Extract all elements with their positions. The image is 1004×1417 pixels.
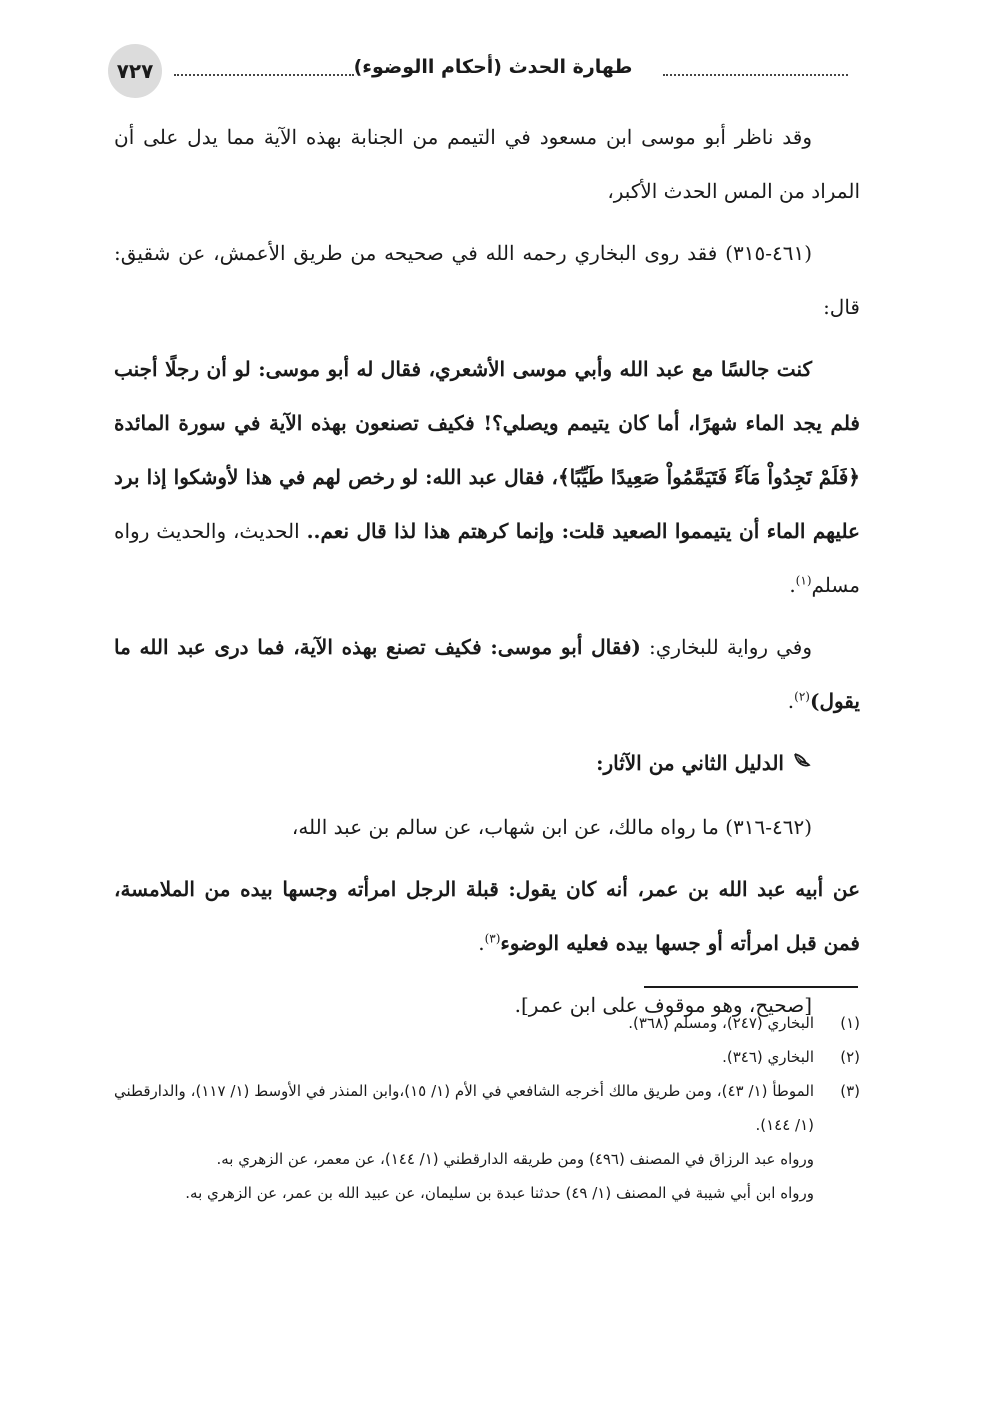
narration-quote: (فقال أبو موسى: فكيف تصنع بهذه الآية، فما درى عبد الله ما يقول)	[114, 635, 860, 713]
running-title: طهارة الحدث (أحكام االوضوء)	[353, 56, 633, 78]
page-header	[108, 44, 848, 100]
footnote-3	[114, 1074, 860, 1142]
section-heading	[114, 736, 860, 792]
section-heading-text: الدليل الثاني من الآثار:	[596, 751, 784, 775]
footnote-text: البخاري (٢٤٧)، ومسلم (٣٦٨).	[628, 1014, 814, 1032]
footnote-ref-1[interactable]: (١)	[795, 573, 812, 588]
footnote-ref-2[interactable]: (٢)	[794, 689, 810, 704]
paragraph-hadith-461: (٤٦١-٣١٥) فقد روى البخاري رحمه الله في صحيحه من طريق الأعمش، عن شقيق: قال:	[114, 241, 860, 319]
footnotes	[114, 1006, 860, 1210]
narration-intro: وفي رواية للبخاري:	[640, 635, 812, 659]
footnote-number: (٢)	[840, 1048, 860, 1066]
hadith-source: الحديث، والحديث رواه مسلم	[114, 519, 860, 597]
footnote-1	[114, 1006, 860, 1040]
paragraph-hadith-462: (٤٦٢-٣١٦) ما رواه مالك، عن ابن شهاب، عن سالم بن عبد الله،	[291, 815, 812, 839]
footnote-text: الموطأ (١/ ٤٣)، ومن طريق مالك أخرجه الشافعي في الأم (١/ ١٥)،وابن المنذر في الأوسط (١/ ١١٧)، والدارقطني (١/ ١٤٤).	[114, 1082, 815, 1134]
period: .	[787, 689, 795, 713]
footnote-text: البخاري (٣٤٦).	[722, 1048, 814, 1066]
hadith-text-part-1: كنت جالسًا مع عبد الله وأبي موسى الأشعري، فقال له أبو موسى: لو أن رجلًا أجنب فلم يجد الماء شهرًا، أما كان يتيمم ويصلي؟! فكيف تصنعون بهذه الآية في سورة المائدة	[114, 357, 860, 435]
quran-verse: ﴿فَلَمْ تَجِدُواْ مَآءً فَتَيَمَّمُواْ صَعِيدًا طَيِّبًا﴾	[557, 465, 861, 489]
header-dotted-rule-right	[663, 74, 848, 76]
footnote-3-continuation-2: ورواه ابن أبي شيبة في المصنف (١/ ٤٩) حدثنا عبدة بن سليمان، عن عبيد الله بن عمر، عن الزهري به.	[185, 1184, 814, 1202]
footnote-3-continuation-1: ورواه عبد الرزاق في المصنف (٤٩٦) ومن طريقه الدارقطني (١/ ١٤٤)، عن معمر، عن الزهري به.	[216, 1150, 814, 1168]
footnote-number: (١)	[840, 1014, 860, 1032]
paragraph-hadith-text	[114, 342, 860, 612]
period: .	[789, 573, 796, 597]
period: .	[478, 931, 485, 955]
paragraph-athar-text	[114, 862, 860, 970]
footnote-2	[114, 1040, 860, 1074]
page-number: ٧٢٧	[108, 44, 162, 98]
paragraph-1: وقد ناظر أبو موسى ابن مسعود في التيمم من الجنابة بهذه الآية مما يدل على أن المراد من المس الحدث الأكبر،	[114, 125, 860, 203]
footnote-number: (٣)	[840, 1082, 860, 1100]
grading-note: [صحيح، وهو موقوف على ابن عمر].	[514, 993, 812, 1017]
footnote-ref-3[interactable]: (٣)	[484, 931, 501, 946]
paragraph-bukhari-narration	[114, 620, 860, 728]
main-text	[114, 110, 860, 1040]
header-dotted-rule-left	[174, 74, 354, 76]
hadith-text-part-2: ، فقال عبد الله: لو رخص لهم في هذا لأوشكوا إذا برد عليهم الماء أن يتيمموا الصعيد قلت: وإنما كرهتم هذا لذا قال نعم..	[114, 465, 860, 543]
footnote-separator	[644, 986, 858, 988]
leaf-ornament-icon	[792, 738, 812, 792]
athar-text: عن أبيه عبد الله بن عمر، أنه كان يقول: قبلة الرجل امرأته وجسها بيده من الملامسة، فمن قبل امرأته أو جسها بيده فعليه الوضوء	[114, 877, 860, 955]
